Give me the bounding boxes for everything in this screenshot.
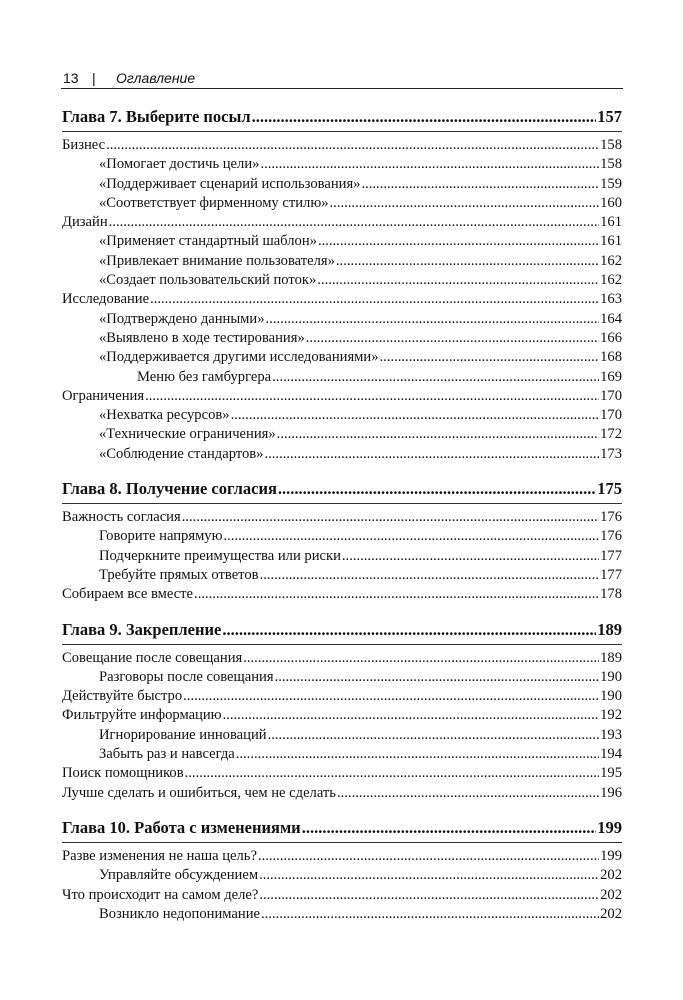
toc-entry[interactable] (62, 527, 622, 546)
toc-entry[interactable] (62, 232, 622, 251)
chapter-page: 199 (597, 817, 622, 837)
entry-title: Забыть раз и навсегда (99, 746, 235, 763)
toc-entry[interactable] (62, 425, 622, 444)
entry-title: Исследование (62, 291, 150, 308)
entry-title: Управляйте обсуждением (99, 867, 259, 884)
chapter-heading[interactable] (62, 619, 622, 641)
dot-leader (224, 527, 600, 546)
toc-chapter (62, 619, 622, 803)
entry-title: «Соответствует фирменному стилю» (99, 194, 329, 211)
toc-entry[interactable] (62, 194, 622, 213)
dot-leader (106, 136, 599, 155)
dot-leader (330, 194, 600, 213)
entry-title: Фильтруйте информацию (62, 707, 222, 724)
toc-entry[interactable] (62, 764, 622, 783)
entry-page: 160 (600, 194, 622, 211)
chapter-title: Глава 9. Закрепление (62, 619, 222, 639)
dot-leader (258, 847, 599, 866)
toc-entry[interactable] (62, 706, 622, 725)
entry-title: «Привлекает внимание пользователя» (99, 252, 335, 269)
toc-chapter (62, 106, 622, 464)
entry-page: 189 (600, 649, 622, 666)
entry-title: Что происходит на самом деле? (62, 886, 259, 903)
running-header (61, 68, 623, 88)
toc-entry[interactable] (62, 585, 622, 604)
entry-page: 163 (600, 291, 622, 308)
entry-page: 166 (600, 329, 622, 346)
entry-page: 173 (600, 445, 622, 462)
header-title: Оглавление (116, 70, 196, 86)
toc-entry[interactable] (62, 271, 622, 290)
entry-title: Собираем все вместе (62, 586, 194, 603)
dot-leader (252, 106, 597, 128)
dot-leader (275, 668, 600, 687)
entry-title: Требуйте прямых ответов (99, 566, 259, 583)
dot-leader (268, 726, 600, 745)
chapter-title: Глава 7. Выберите посыл (62, 107, 251, 126)
dot-leader (194, 585, 599, 604)
toc-entry[interactable] (62, 547, 622, 566)
dot-leader (222, 619, 596, 641)
entry-page: 176 (600, 528, 622, 545)
entry-page: 190 (600, 688, 622, 705)
entry-page: 161 (600, 214, 622, 231)
dot-leader (223, 706, 600, 725)
entry-page: 178 (600, 586, 622, 603)
toc-entry[interactable] (62, 136, 622, 155)
entry-page: 194 (600, 746, 622, 763)
toc-entry[interactable] (62, 213, 622, 232)
entry-page: 177 (600, 566, 622, 583)
entry-page: 195 (600, 765, 622, 782)
entry-page: 202 (600, 905, 622, 922)
page-number: 13 (63, 70, 79, 86)
entry-page: 170 (600, 407, 622, 424)
entry-page: 159 (600, 175, 622, 192)
toc-entry[interactable] (62, 445, 622, 464)
dot-leader (259, 886, 599, 905)
entry-page: 162 (600, 252, 622, 269)
entry-title: Разговоры после совещания (99, 668, 274, 685)
entry-title: «Поддерживает сценарий использования» (99, 175, 361, 192)
entry-page: 161 (600, 233, 622, 250)
dot-leader (337, 784, 599, 803)
entry-title: Лучше сделать и ошибиться, чем не сделать (62, 784, 336, 801)
entry-title: «Подтверждено данными» (99, 310, 265, 327)
dot-leader (150, 290, 599, 309)
dot-leader (306, 329, 599, 348)
entry-title: Говорите напрямую (99, 528, 223, 545)
entry-title: Подчеркните преимущества или риски (99, 547, 341, 564)
dot-leader (185, 764, 599, 783)
entry-title: «Технические ограничения» (99, 426, 276, 443)
toc-entry[interactable] (62, 310, 622, 329)
toc-entry[interactable] (62, 406, 622, 425)
entry-title: Поиск помощников (62, 765, 184, 782)
entry-page: 192 (600, 707, 622, 724)
chapter-page: 157 (597, 107, 622, 126)
dot-leader (266, 310, 600, 329)
entry-title: Важность согласия (62, 509, 181, 526)
entry-page: 193 (600, 726, 622, 743)
toc-entry[interactable] (62, 508, 622, 527)
entry-page: 170 (600, 387, 622, 404)
entry-title: Возникло недопонимание (99, 905, 260, 922)
entry-title: «Поддерживается другими исследованиями» (99, 349, 379, 366)
entry-page: 158 (600, 137, 622, 153)
toc-entry[interactable] (62, 784, 622, 803)
toc-entry[interactable] (62, 368, 622, 387)
dot-leader (336, 252, 599, 271)
dot-leader (259, 866, 599, 885)
chapter-heading[interactable] (62, 106, 622, 128)
entry-title: Бизнес (62, 137, 106, 153)
entry-title: Действуйте быстро (62, 688, 183, 705)
toc-entry[interactable] (62, 726, 622, 745)
entry-title: «Помогает достичь цели» (99, 156, 260, 173)
dot-leader (317, 271, 599, 290)
entry-title: Ограничения (62, 387, 145, 404)
dot-leader (109, 213, 599, 232)
toc-entry[interactable] (62, 886, 622, 905)
toc-entry[interactable] (62, 387, 622, 406)
chapter-rule (62, 131, 622, 132)
toc-entry[interactable] (62, 252, 622, 271)
toc-entry[interactable] (62, 348, 622, 367)
entry-title: «Создает пользовательский поток» (99, 272, 317, 289)
entry-title: Дизайн (62, 214, 108, 231)
entry-page: 196 (600, 784, 622, 801)
dot-leader (236, 745, 599, 764)
entry-page: 172 (600, 426, 622, 443)
chapter-page: 175 (597, 479, 622, 499)
dot-leader (272, 368, 599, 387)
dot-leader (261, 905, 599, 924)
entry-page: 202 (600, 886, 622, 903)
entry-page: 177 (600, 547, 622, 564)
entry-title: «Нехватка ресурсов» (99, 407, 230, 424)
chapter-rule (62, 842, 622, 843)
dot-leader (264, 445, 599, 464)
dot-leader (278, 478, 596, 500)
toc-entry[interactable] (62, 649, 622, 668)
dot-leader (260, 155, 599, 174)
toc-entry[interactable] (62, 745, 622, 764)
dot-leader (145, 387, 599, 406)
dot-leader (380, 348, 600, 367)
dot-leader (231, 406, 600, 425)
chapter-heading[interactable] (62, 478, 622, 500)
entry-title: Разве изменения не наша цель? (62, 847, 257, 864)
chapter-title: Глава 8. Получение согласия (62, 479, 277, 499)
entry-page: 162 (600, 272, 622, 289)
entry-title: Меню без гамбургера (137, 368, 272, 385)
entry-page: 190 (600, 668, 622, 685)
dot-leader (342, 547, 599, 566)
dot-leader (243, 649, 599, 668)
entry-page: 199 (600, 847, 622, 864)
chapter-rule (62, 644, 622, 645)
toc-entry[interactable] (62, 847, 622, 866)
toc-entry[interactable] (62, 175, 622, 194)
entry-title: Совещание после совещания (62, 649, 243, 666)
table-of-contents (62, 96, 622, 924)
dot-leader (260, 566, 600, 585)
chapter-rule (62, 503, 622, 504)
toc-chapter (62, 478, 622, 604)
toc-entry[interactable] (62, 329, 622, 348)
toc-entry[interactable] (62, 687, 622, 706)
toc-entry[interactable] (62, 155, 622, 174)
toc-chapter (62, 817, 622, 924)
entry-title: Игнорирование инноваций (99, 726, 267, 743)
entry-page: 202 (600, 867, 622, 884)
entry-page: 169 (600, 368, 622, 385)
entry-page: 164 (600, 310, 622, 327)
entry-page: 158 (600, 156, 622, 173)
toc-entry[interactable] (62, 866, 622, 885)
toc-entry[interactable] (62, 668, 622, 687)
dot-leader (277, 425, 599, 444)
chapter-heading[interactable] (62, 817, 622, 839)
dot-leader (361, 175, 599, 194)
toc-entry[interactable] (62, 290, 622, 309)
toc-entry[interactable] (62, 905, 622, 924)
entry-page: 176 (600, 509, 622, 526)
header-separator: | (92, 70, 96, 86)
dot-leader (182, 508, 599, 527)
entry-title: «Соблюдение стандартов» (99, 445, 264, 462)
entry-title: «Применяет стандартный шаблон» (99, 233, 317, 250)
header-rule (61, 88, 623, 89)
dot-leader (183, 687, 599, 706)
entry-page: 168 (600, 349, 622, 366)
dot-leader (318, 232, 599, 251)
chapter-title: Глава 10. Работа с изменениями (62, 817, 301, 837)
entry-title: «Выявлено в ходе тестирования» (99, 329, 305, 346)
toc-entry[interactable] (62, 566, 622, 585)
chapter-page: 189 (597, 619, 622, 639)
dot-leader (302, 817, 597, 839)
